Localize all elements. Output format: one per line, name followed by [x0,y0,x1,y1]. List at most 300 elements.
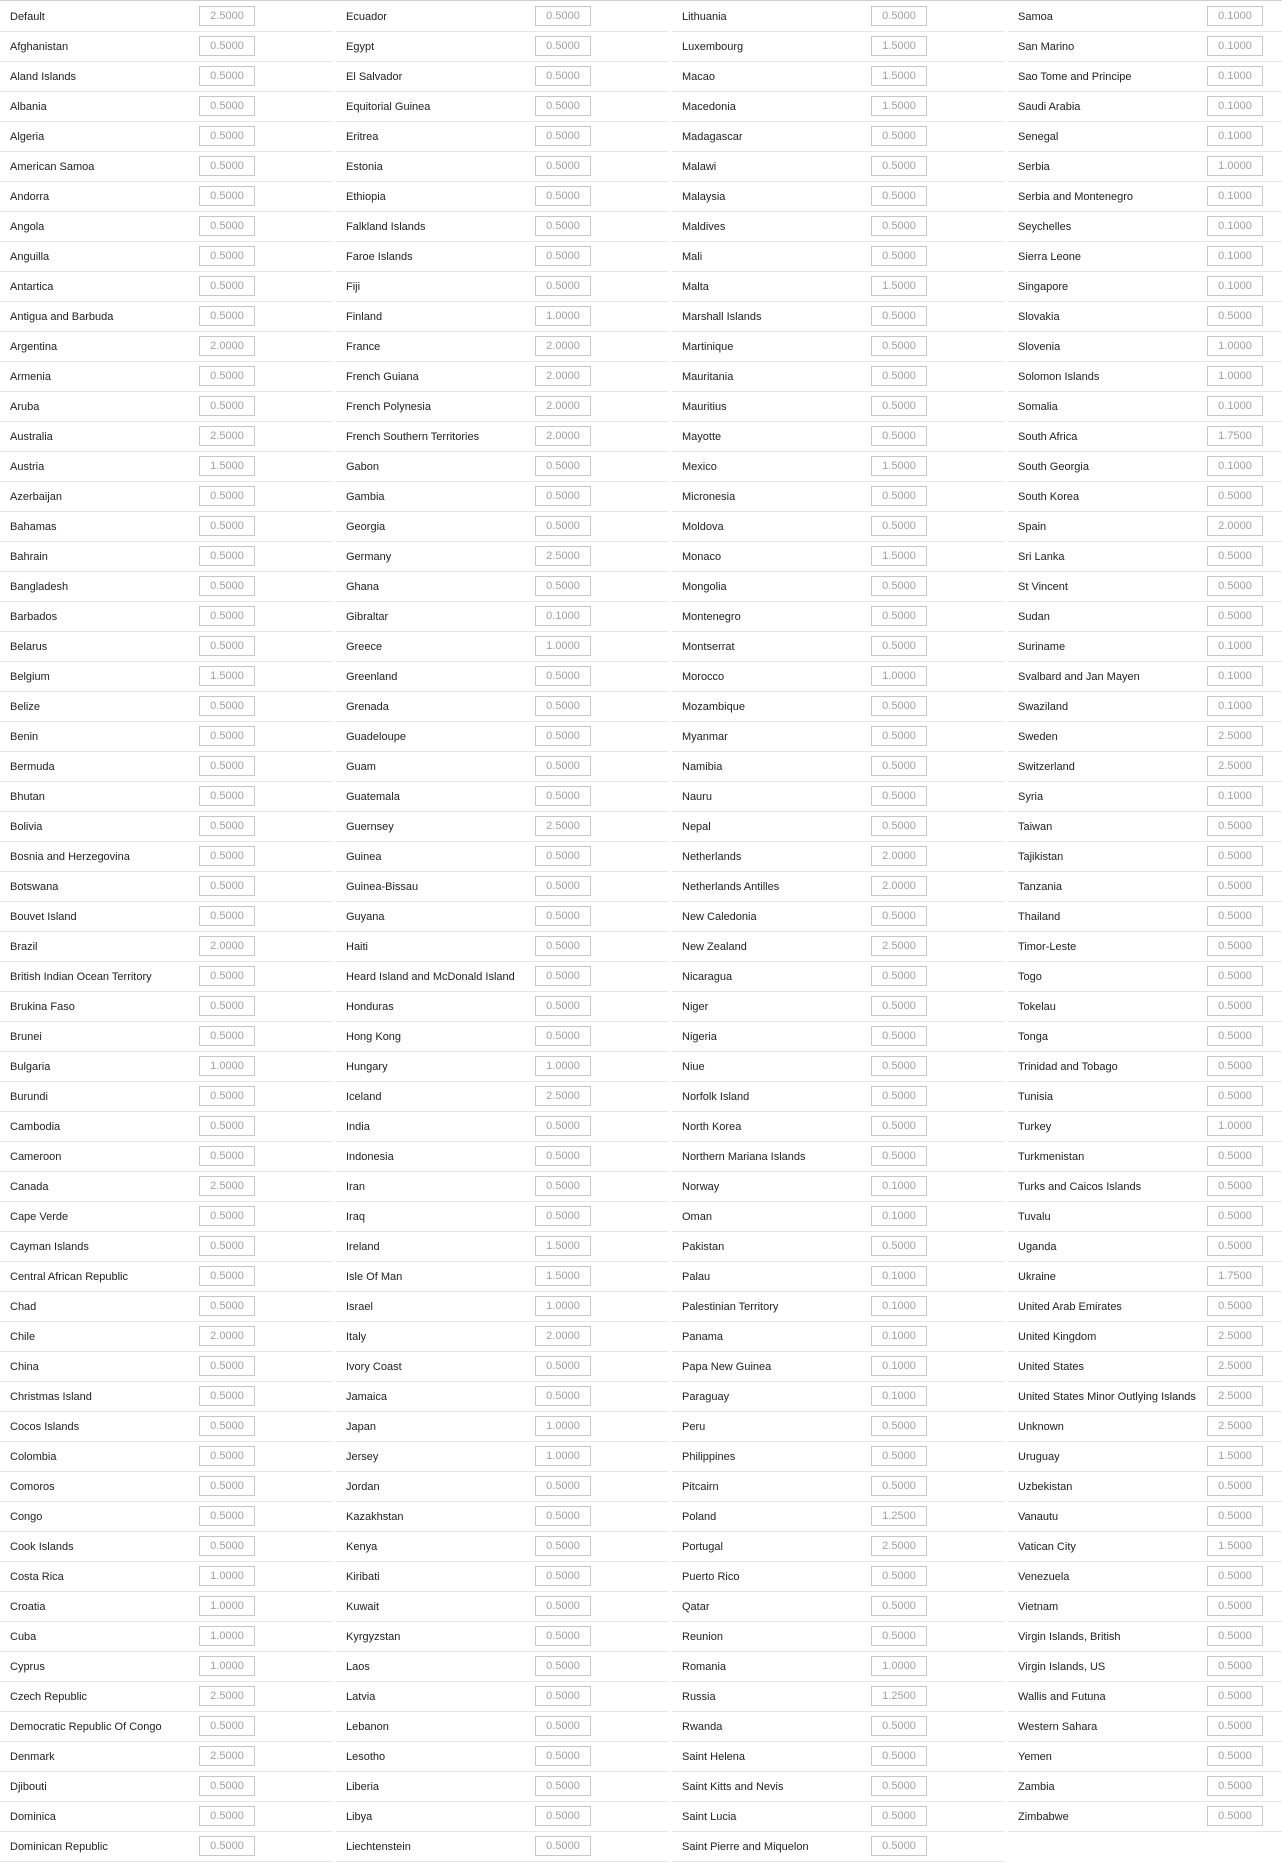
rate-input[interactable] [199,6,255,26]
rate-input[interactable] [1207,1326,1263,1346]
rate-input[interactable] [535,156,591,176]
rate-input[interactable] [871,696,927,716]
rate-input[interactable] [871,396,927,416]
rate-input[interactable] [1207,1746,1263,1766]
rate-input[interactable] [199,426,255,446]
rate-input[interactable] [1207,1236,1263,1256]
rate-input[interactable] [535,1566,591,1586]
rate-input[interactable] [199,456,255,476]
rate-input[interactable] [199,156,255,176]
country-name: Jordan [346,1481,380,1493]
rate-input[interactable] [535,336,591,356]
rate-input[interactable] [1207,1026,1263,1046]
rate-input[interactable] [871,1266,927,1286]
country-name: Western Sahara [1018,1721,1098,1733]
rate-input[interactable] [1207,66,1263,86]
rate-input[interactable] [1207,1266,1263,1286]
rate-input[interactable] [1207,876,1263,896]
rate-input[interactable] [199,996,255,1016]
rate-input[interactable] [535,1776,591,1796]
rate-input[interactable] [535,1146,591,1166]
rate-input[interactable] [1207,546,1263,566]
country-row [672,692,1005,722]
rate-input[interactable] [1207,126,1263,146]
country-row [336,872,669,902]
rate-input[interactable] [199,1056,255,1076]
rate-input[interactable] [199,1626,255,1646]
country-row [672,362,1005,392]
rate-input[interactable] [535,1056,591,1076]
rate-input[interactable] [199,126,255,146]
rate-input[interactable] [871,1356,927,1376]
country-name: Ghana [346,581,380,593]
rate-input[interactable] [871,1206,927,1226]
rate-input[interactable] [1207,786,1263,806]
rate-input[interactable] [199,216,255,236]
rate-input[interactable] [1207,696,1263,716]
rate-input[interactable] [1207,1506,1263,1526]
rate-input[interactable] [871,1626,927,1646]
rate-input[interactable] [199,336,255,356]
rate-input[interactable] [871,1596,927,1616]
country-row [672,1052,1005,1082]
rate-input[interactable] [871,906,927,926]
rate-input[interactable] [199,1476,255,1496]
rate-input[interactable] [871,966,927,986]
rate-input[interactable] [535,1716,591,1736]
rate-input[interactable] [871,1446,927,1466]
rate-input[interactable] [199,726,255,746]
rate-input[interactable] [535,1236,591,1256]
rate-input[interactable] [1207,576,1263,596]
rate-input[interactable] [199,246,255,266]
rate-input[interactable] [199,1806,255,1826]
country-row [672,1742,1005,1772]
country-row [336,842,669,872]
rate-input[interactable] [871,6,927,26]
rate-input[interactable] [199,1776,255,1796]
rate-input[interactable] [535,756,591,776]
rate-input[interactable] [535,1326,591,1346]
rate-input[interactable] [199,1356,255,1376]
rate-input[interactable] [871,1086,927,1106]
rate-input[interactable] [871,816,927,836]
rate-input[interactable] [871,1716,927,1736]
rate-input[interactable] [199,576,255,596]
country-row [1008,242,1282,272]
rate-input[interactable] [199,66,255,86]
rate-input[interactable] [1207,6,1263,26]
rate-input[interactable] [199,1146,255,1166]
rate-input[interactable] [1207,1416,1263,1436]
country-name: Palestinian Territory [682,1301,779,1313]
rate-input[interactable] [199,1296,255,1316]
country-name: Poland [682,1511,717,1523]
rate-input[interactable] [1207,1536,1263,1556]
rate-input[interactable] [1207,366,1263,386]
rate-input[interactable] [871,726,927,746]
rate-input[interactable] [1207,1716,1263,1736]
rate-input[interactable] [1207,1686,1263,1706]
rate-input[interactable] [1207,636,1263,656]
country-row [1008,902,1282,932]
rate-input[interactable] [871,366,927,386]
rate-input[interactable] [871,216,927,236]
rate-input[interactable] [199,36,255,56]
rate-input[interactable] [1207,426,1263,446]
rate-input[interactable] [199,1596,255,1616]
rate-input[interactable] [199,1026,255,1046]
rate-input[interactable] [199,516,255,536]
rate-input[interactable] [199,96,255,116]
rate-input[interactable] [1207,216,1263,236]
country-name: Mongolia [682,581,727,593]
rate-input[interactable] [535,486,591,506]
country-row [1008,542,1282,572]
country-name: Russia [682,1691,716,1703]
rate-input[interactable] [535,1116,591,1136]
country-name: Senegal [1018,131,1059,143]
rate-input[interactable] [199,816,255,836]
rate-input[interactable] [871,1656,927,1676]
rate-input[interactable] [871,246,927,266]
country-row [1008,1112,1282,1142]
rate-input[interactable] [535,216,591,236]
rate-input[interactable] [199,666,255,686]
rate-input[interactable] [535,306,591,326]
country-row [336,512,669,542]
rate-input[interactable] [535,1836,591,1856]
country-name: Greece [346,641,383,653]
rate-input[interactable] [871,426,927,446]
rate-input[interactable] [199,1836,255,1856]
country-name: Kenya [346,1541,378,1553]
rate-input[interactable] [871,336,927,356]
rate-input[interactable] [871,1416,927,1436]
country-row [1008,632,1282,662]
country-row [1008,1742,1282,1772]
rate-input[interactable] [1207,156,1263,176]
rate-input[interactable] [199,756,255,776]
rate-input[interactable] [871,576,927,596]
rate-input[interactable] [199,1656,255,1676]
country-row [0,1742,333,1772]
rate-input[interactable] [199,276,255,296]
rate-input[interactable] [1207,816,1263,836]
rate-input[interactable] [871,1146,927,1166]
rate-input[interactable] [871,1296,927,1316]
rate-input[interactable] [1207,966,1263,986]
rate-input[interactable] [1207,1056,1263,1076]
rate-input[interactable] [1207,756,1263,776]
rate-input[interactable] [199,1266,255,1286]
rate-input[interactable] [535,1806,591,1826]
rate-input[interactable] [199,1326,255,1346]
rate-input[interactable] [871,996,927,1016]
rate-input[interactable] [535,1656,591,1676]
rate-input[interactable] [871,456,927,476]
rate-input[interactable] [871,126,927,146]
rate-input[interactable] [535,1266,591,1286]
country-row [336,692,669,722]
rate-input[interactable] [535,516,591,536]
country-row [1008,1592,1282,1622]
rate-input[interactable] [871,1746,927,1766]
rate-input[interactable] [1207,1086,1263,1106]
rate-input[interactable] [1207,1596,1263,1616]
rate-input[interactable] [199,546,255,566]
rate-input[interactable] [1207,36,1263,56]
rate-input[interactable] [871,1836,927,1856]
rate-input[interactable] [1207,1566,1263,1586]
rate-input[interactable] [1207,486,1263,506]
rate-input[interactable] [1207,1446,1263,1466]
rate-input[interactable] [871,1116,927,1136]
country-row [672,962,1005,992]
rate-input[interactable] [199,966,255,986]
rate-input[interactable] [535,36,591,56]
rate-input[interactable] [871,1776,927,1796]
rate-input[interactable] [535,1626,591,1646]
rate-input[interactable] [871,1686,927,1706]
country-name: Switzerland [1018,761,1075,773]
rate-input[interactable] [535,456,591,476]
rate-input[interactable] [199,846,255,866]
rate-input[interactable] [199,786,255,806]
rate-input[interactable] [871,846,927,866]
rate-input[interactable] [535,1536,591,1556]
country-row [336,632,669,662]
country-row [672,1412,1005,1442]
rate-input[interactable] [871,1476,927,1496]
rate-input[interactable] [535,1686,591,1706]
rate-input[interactable] [199,1086,255,1106]
rate-input[interactable] [535,936,591,956]
rate-input[interactable] [871,546,927,566]
rate-input[interactable] [871,1026,927,1046]
rate-input[interactable] [535,1296,591,1316]
rate-input[interactable] [1207,1776,1263,1796]
rate-input[interactable] [535,696,591,716]
country-name: Libya [346,1811,373,1823]
rate-input[interactable] [199,1176,255,1196]
rate-input[interactable] [199,306,255,326]
rate-input[interactable] [199,876,255,896]
rate-input[interactable] [199,486,255,506]
rate-input[interactable] [535,1746,591,1766]
rate-input[interactable] [535,606,591,626]
rate-input[interactable] [535,666,591,686]
rate-input[interactable] [1207,1626,1263,1646]
rate-input[interactable] [871,636,927,656]
rate-input[interactable] [535,186,591,206]
country-row [672,1082,1005,1112]
rate-input[interactable] [871,156,927,176]
rate-input[interactable] [535,66,591,86]
rate-input[interactable] [871,306,927,326]
rate-input[interactable] [535,366,591,386]
rate-input[interactable] [1207,1176,1263,1196]
rate-input[interactable] [535,576,591,596]
country-name: Albania [10,101,47,113]
rate-input[interactable] [199,1446,255,1466]
rate-input[interactable] [1207,336,1263,356]
rate-input[interactable] [1207,1476,1263,1496]
rate-input[interactable] [1207,306,1263,326]
rate-input[interactable] [535,1476,591,1496]
rate-input[interactable] [535,726,591,746]
rate-input[interactable] [871,936,927,956]
rate-input[interactable] [535,876,591,896]
country-row [0,1442,333,1472]
rate-input[interactable] [199,1416,255,1436]
rate-input[interactable] [871,96,927,116]
rate-input[interactable] [871,606,927,626]
country-name: American Samoa [10,161,95,173]
rate-input[interactable] [199,906,255,926]
rate-input[interactable] [199,1236,255,1256]
country-row [336,152,669,182]
rate-input[interactable] [871,1176,927,1196]
rate-input[interactable] [199,1746,255,1766]
rate-input[interactable] [1207,1386,1263,1406]
rate-input[interactable] [535,906,591,926]
rate-input[interactable] [871,666,927,686]
rate-input[interactable] [535,966,591,986]
rate-input[interactable] [199,1686,255,1706]
rate-input[interactable] [535,636,591,656]
rate-input[interactable] [871,276,927,296]
rate-input[interactable] [1207,666,1263,686]
rate-input[interactable] [1207,186,1263,206]
rate-input[interactable] [535,1206,591,1226]
rate-input[interactable] [535,1176,591,1196]
rate-input[interactable] [1207,846,1263,866]
rate-input[interactable] [535,96,591,116]
rate-input[interactable] [199,936,255,956]
rate-input[interactable] [1207,246,1263,266]
rate-input[interactable] [199,606,255,626]
rate-input[interactable] [535,786,591,806]
rate-input[interactable] [535,546,591,566]
rate-input[interactable] [199,696,255,716]
rate-input[interactable] [535,1416,591,1436]
country-row [336,32,669,62]
rate-input[interactable] [535,276,591,296]
rate-input[interactable] [1207,996,1263,1016]
rate-input[interactable] [871,516,927,536]
rate-input[interactable] [199,1506,255,1526]
rate-input[interactable] [199,396,255,416]
rate-input[interactable] [871,786,927,806]
rate-input[interactable] [535,426,591,446]
country-row [0,1382,333,1412]
country-row [0,182,333,212]
rate-input[interactable] [1207,1296,1263,1316]
rate-input[interactable] [1207,396,1263,416]
rate-input[interactable] [871,1536,927,1556]
country-row [336,572,669,602]
rate-input[interactable] [1207,456,1263,476]
rate-input[interactable] [199,1206,255,1226]
country-row [1008,1562,1282,1592]
rate-input[interactable] [535,1596,591,1616]
rate-input[interactable] [1207,96,1263,116]
rate-input[interactable] [1207,936,1263,956]
rate-input[interactable] [535,1506,591,1526]
rate-input[interactable] [1207,1656,1263,1676]
country-row [672,1022,1005,1052]
country-name: Cambodia [10,1121,61,1133]
rate-input[interactable] [199,366,255,386]
rate-input[interactable] [199,186,255,206]
rate-input[interactable] [535,396,591,416]
rate-input[interactable] [871,186,927,206]
rate-input[interactable] [535,996,591,1016]
rate-input[interactable] [1207,1356,1263,1376]
rate-input[interactable] [871,756,927,776]
rate-input[interactable] [871,1236,927,1256]
rate-input[interactable] [871,1566,927,1586]
rate-input[interactable] [871,1506,927,1526]
rate-input[interactable] [1207,1806,1263,1826]
country-name: Mali [682,251,703,263]
rate-input[interactable] [199,1116,255,1136]
rate-input[interactable] [871,486,927,506]
country-name: Niue [682,1061,705,1073]
rate-input[interactable] [1207,726,1263,746]
rate-input[interactable] [1207,906,1263,926]
rate-input[interactable] [199,1566,255,1586]
rate-input[interactable] [535,126,591,146]
country-row [0,272,333,302]
rate-input[interactable] [1207,1146,1263,1166]
rate-input[interactable] [535,1386,591,1406]
rate-input[interactable] [871,1056,927,1076]
country-name: Sierra Leone [1018,251,1081,263]
rate-input[interactable] [535,816,591,836]
rate-input[interactable] [871,876,927,896]
rate-input[interactable] [535,1356,591,1376]
rate-input[interactable] [199,636,255,656]
country-row [1008,1382,1282,1412]
country-row [1008,1142,1282,1172]
rate-input[interactable] [199,1386,255,1406]
rate-input[interactable] [871,36,927,56]
rate-input[interactable] [199,1536,255,1556]
rate-input[interactable] [871,1326,927,1346]
rate-input[interactable] [535,1086,591,1106]
rate-input[interactable] [871,1386,927,1406]
country-name: Denmark [10,1751,55,1763]
rate-input[interactable] [535,246,591,266]
rate-input[interactable] [1207,276,1263,296]
country-name: Chile [10,1331,36,1343]
country-row [1008,152,1282,182]
rate-input[interactable] [535,846,591,866]
rate-input[interactable] [1207,1206,1263,1226]
rate-input[interactable] [1207,516,1263,536]
rate-input[interactable] [535,1026,591,1046]
rate-input[interactable] [1207,1116,1263,1136]
rate-input[interactable] [1207,606,1263,626]
rate-input[interactable] [535,6,591,26]
rate-input[interactable] [535,1446,591,1466]
rate-input[interactable] [199,1716,255,1736]
rate-input[interactable] [871,1806,927,1826]
country-row [0,1082,333,1112]
rate-input[interactable] [871,66,927,86]
